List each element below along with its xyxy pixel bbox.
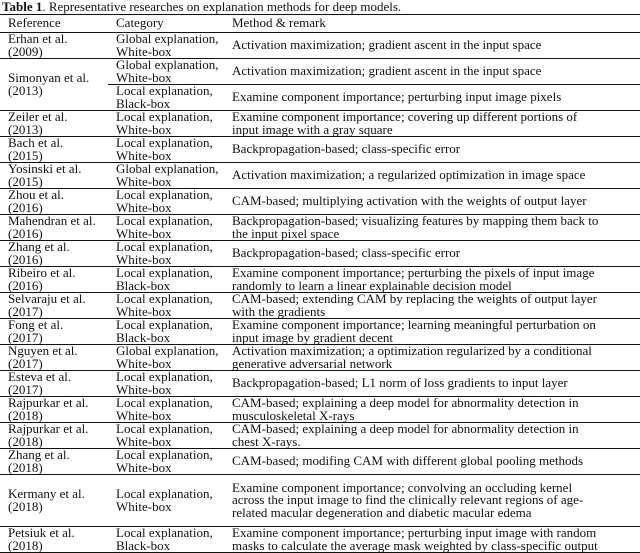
reference-cell-line: Zhang et al. [8,447,70,462]
table-row [0,215,640,241]
method-cell-line: Examine component importance; perturbing input image pixels [232,89,562,105]
method-cell-line: randomly to learn a linear explainable decision model [232,277,512,293]
table-row [0,137,640,163]
category-cell-line: Black-box [116,329,171,345]
method-cell [226,267,640,293]
method-cell-line: Examine component importance; perturbing input image with random [232,525,597,540]
category-cell-line: Global explanation, [116,31,219,46]
category-cell-line: White-box [116,459,172,475]
method-cell-line: the input pixel space [232,225,340,241]
reference-cell [0,111,108,137]
table-row [0,33,640,59]
table-row [0,189,640,215]
reference-cell-line: Selvaraju et al. [8,291,86,306]
category-cell [108,345,226,371]
reference-cell [0,241,108,267]
category-cell [108,423,226,449]
reference-cell-line: Simonyan et al. [8,70,90,85]
reference-cell-line: (2016) [8,199,43,215]
reference-cell-line: (2017) [8,381,43,397]
reference-cell-line: Zhou et al. [8,187,64,202]
category-cell [108,371,226,397]
table-header-row [0,15,640,33]
reference-cell-line: Kermany et al. [8,486,85,501]
method-cell [226,59,640,85]
method-cell-line: Backpropagation-based; L1 norm of loss gradients to input layer [232,375,568,391]
method-cell [226,215,640,241]
reference-cell [0,423,108,449]
method-cell-line: CAM-based; explaining a deep model for abnormality detection in [232,421,579,436]
method-cell [226,163,640,189]
reference-cell-line: Rajpurkar et al. [8,395,89,410]
reference-cell-line: (2018) [8,498,43,514]
category-cell-line: Global explanation, [116,57,219,72]
method-cell [226,241,640,267]
reference-cell [0,137,108,163]
header-method: Method & remark [232,15,326,31]
reference-cell-line: (2009) [8,43,43,59]
method-cell-line: related macular degeneration and diabetic macular edema [232,504,532,520]
category-cell-line: Local explanation, [116,525,213,540]
category-cell [108,111,226,137]
table-row [0,267,640,293]
method-cell-line: Activation maximization; gradient ascent in the input space [232,37,542,53]
reference-cell-line: (2013) [8,121,43,137]
category-cell-line: White-box [116,43,172,59]
reference-cell [0,527,108,553]
table-row [0,475,640,527]
category-cell-line: Black-box [116,95,171,111]
category-cell-line: White-box [116,199,172,215]
method-cell [226,189,640,215]
category-cell-line: White-box [116,173,172,189]
reference-cell [0,215,108,241]
category-cell-line: White-box [116,121,172,137]
method-cell-line: masks to calculate the average mask weighted by class-specific output [232,537,598,553]
reference-cell [0,33,108,59]
category-cell-line: Local explanation, [116,395,213,410]
reference-cell-line: (2017) [8,329,43,345]
category-cell-line: Local explanation, [116,135,213,150]
reference-cell-line: (2016) [8,225,43,241]
table-row [0,241,640,267]
method-cell-line: Backpropagation-based; class-specific error [232,245,461,261]
category-cell-line: Black-box [116,277,171,293]
category-cell-line: Local explanation, [116,369,213,384]
category-cell [108,163,226,189]
category-cell-line: Local explanation, [116,213,213,228]
category-cell-line: Local explanation, [116,317,213,332]
method-cell-line: Activation maximization; a regularized optimization in image space [232,167,586,183]
reference-cell [0,475,108,527]
method-cell-line: CAM-based; explaining a deep model for abnormality detection in [232,395,579,410]
reference-cell-line: (2013) [8,82,43,98]
category-cell-line: White-box [116,407,172,423]
category-cell-line: Black-box [116,537,171,553]
category-cell [108,241,226,267]
reference-cell [0,319,108,345]
table-row [0,397,640,423]
method-cell [226,423,640,449]
reference-cell [0,59,108,111]
category-cell [108,33,226,59]
category-cell-line: Local explanation, [116,83,213,98]
reference-cell [0,345,108,371]
category-cell [108,397,226,423]
method-cell [226,527,640,553]
method-cell-line: CAM-based; modifing CAM with different global pooling methods [232,453,584,469]
reference-cell-line: Zhang et al. [8,239,70,254]
reference-cell [0,371,108,397]
reference-cell-line: Nguyen et al. [8,343,78,358]
category-cell [108,137,226,163]
category-cell-line: Local explanation, [116,109,213,124]
reference-cell-line: (2018) [8,433,43,449]
method-cell-line: Examine component importance; covering up different portions of [232,109,578,124]
category-cell-line: White-box [116,303,172,319]
table-row [0,163,640,189]
method-cell [226,319,640,345]
category-cell-line: White-box [116,251,172,267]
category-cell-line: Local explanation, [116,447,213,462]
category-cell-line: White-box [116,355,172,371]
table-body [0,33,640,553]
method-cell-line: with the gradients [232,303,326,319]
reference-cell-line: (2018) [8,459,43,475]
method-cell-line: generative adversarial network [232,355,393,371]
method-cell [226,397,640,423]
method-cell-line: Backpropagation-based; visualizing features by mapping them back to [232,213,599,228]
method-cell [226,475,640,527]
category-cell [108,293,226,319]
category-cell-line: White-box [116,147,172,163]
method-cell-line: CAM-based; multiplying activation with the weights of output layer [232,193,587,209]
method-cell-line: CAM-based; extending CAM by replacing the weights of output layer [232,291,598,306]
category-cell-line: Local explanation, [116,187,213,202]
method-cell [226,33,640,59]
header-reference: Reference [8,15,61,31]
method-cell-line: across the input image to find the clinically relevant regions of age- [232,492,584,508]
reference-cell-line: Rajpurkar et al. [8,421,89,436]
method-cell-line: Examine component importance; convolving an occluding kernel [232,479,573,495]
category-cell-line: White-box [116,69,172,85]
category-cell [108,215,226,241]
category-cell-line: White-box [116,381,172,397]
reference-cell [0,293,108,319]
table-row [0,371,640,397]
reference-cell-line: (2017) [8,355,43,371]
category-cell [108,267,226,293]
reference-cell-line: Bach et al. [8,135,64,150]
method-cell-line: Examine component importance; learning meaningful perturbation on [232,317,596,332]
category-cell [108,85,226,111]
category-cell-line: Local explanation, [116,486,213,501]
reference-cell-line: Zeiler et al. [8,109,68,124]
category-cell-line: Local explanation, [116,239,213,254]
reference-cell-line: (2018) [8,407,43,423]
table-row [0,449,640,475]
reference-cell [0,449,108,475]
reference-cell-line: Ribeiro et al. [8,265,76,280]
table-row [0,293,640,319]
category-cell [108,475,226,527]
reference-cell [0,189,108,215]
method-cell-line: Backpropagation-based; class-specific error [232,141,461,157]
header-category: Category [116,15,164,31]
reference-cell-line: (2015) [8,147,43,163]
method-cell-line: input image by gradient decent [232,329,394,345]
reference-cell [0,163,108,189]
method-cell-line: chest X-rays. [232,433,301,449]
category-cell-line: White-box [116,433,172,449]
category-cell-line: White-box [116,225,172,241]
table-row [0,319,640,345]
method-cell [226,449,640,475]
reference-cell [0,397,108,423]
category-cell-line: Global explanation, [116,343,219,358]
caption-text: . Representative researches on explanation methods for deep models. [42,0,402,14]
table-caption [0,0,640,14]
reference-cell-line: (2016) [8,277,43,293]
category-cell [108,449,226,475]
table-row [0,111,640,137]
reference-cell [0,267,108,293]
reference-cell-line: (2018) [8,537,43,553]
explanation-methods-table [0,14,640,553]
method-cell-line: input image with a gray square [232,121,393,137]
reference-cell-line: (2017) [8,303,43,319]
reference-cell-line: Mahendran et al. [8,213,96,228]
category-cell [108,59,226,85]
table-row [0,345,640,371]
method-cell-line: musculoskeletal X-rays [232,407,355,423]
reference-cell-line: (2016) [8,251,43,267]
category-cell-line: Global explanation, [116,161,219,176]
method-cell-line: Activation maximization; a optimization regularized by a conditional [232,343,592,358]
reference-cell-line: Petsiuk et al. [8,525,75,540]
reference-cell-line: Esteva et al. [8,369,72,384]
reference-cell-line: Erhan et al. [8,31,68,46]
method-cell [226,345,640,371]
method-cell [226,85,640,111]
method-cell [226,293,640,319]
method-cell [226,111,640,137]
category-cell-line: Local explanation, [116,291,213,306]
category-cell-line: White-box [116,498,172,514]
table-row [0,59,640,85]
method-cell-line: Examine component importance; perturbing the pixels of input image [232,265,595,280]
method-cell-line: Activation maximization; gradient ascent in the input space [232,63,542,79]
category-cell [108,527,226,553]
table-row [0,423,640,449]
method-cell [226,137,640,163]
category-cell-line: Local explanation, [116,265,213,280]
category-cell [108,189,226,215]
category-cell [108,319,226,345]
reference-cell-line: (2015) [8,173,43,189]
method-cell [226,371,640,397]
table-row [0,527,640,553]
reference-cell-line: Fong et al. [8,317,64,332]
table-label: Table 1 [2,0,43,14]
category-cell-line: Local explanation, [116,421,213,436]
reference-cell-line: Yosinski et al. [8,161,82,176]
